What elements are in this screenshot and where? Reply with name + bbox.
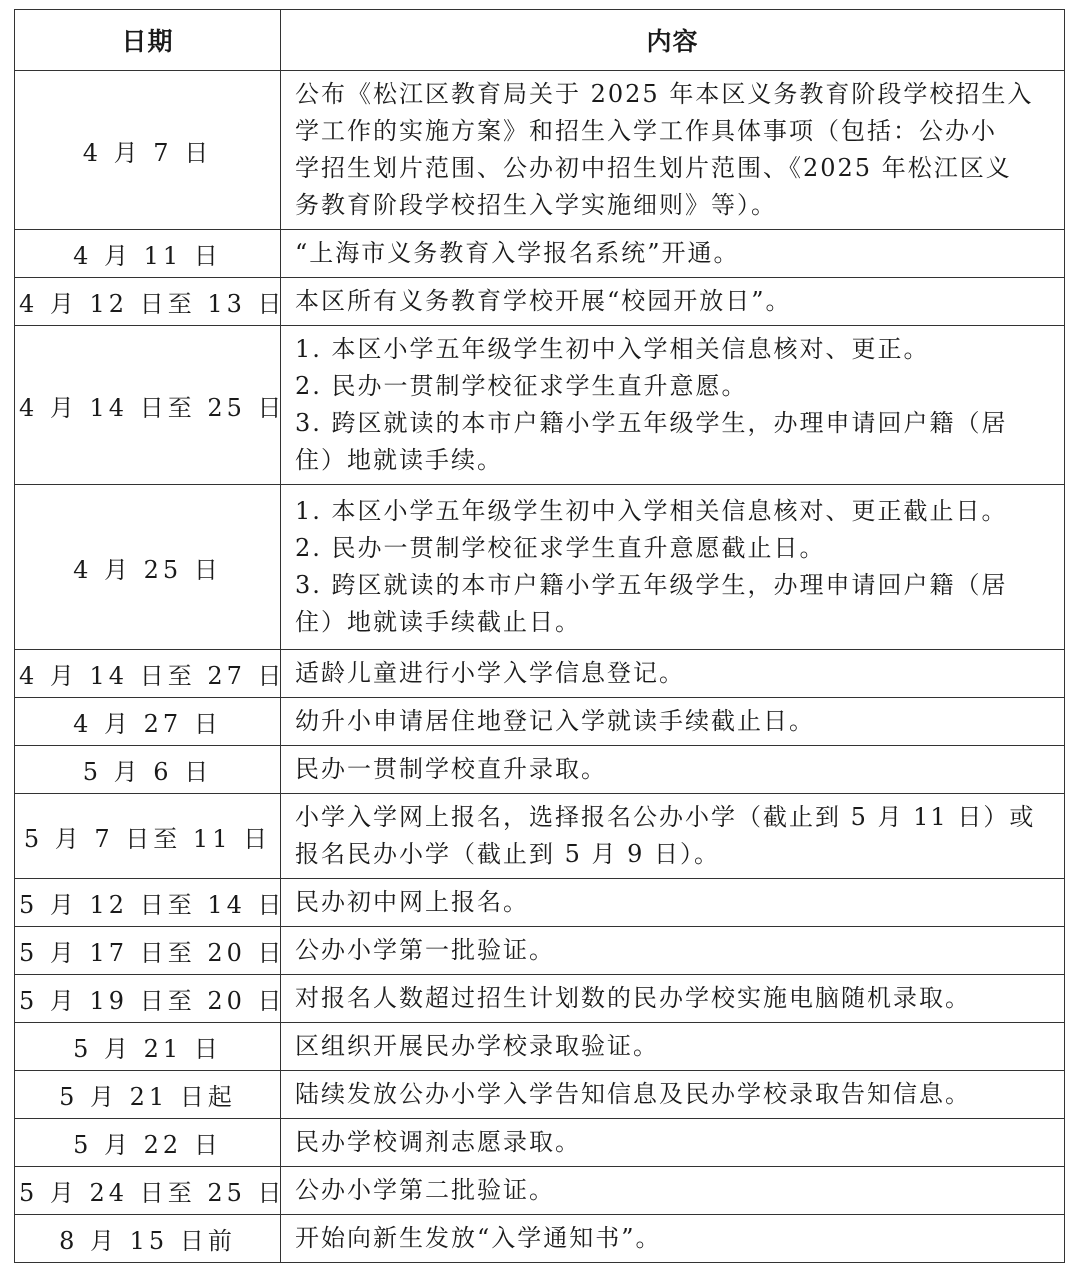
row-content	[281, 698, 1065, 746]
row-date: 4 月 11 日	[15, 230, 281, 278]
content-line: 1. 本区小学五年级学生初中入学相关信息核对、更正。	[295, 335, 930, 363]
content-line: 学工作的实施方案》和招生入学工作具体事项（包括：公办小	[295, 117, 997, 145]
row-date: 5 月 21 日	[15, 1023, 281, 1071]
row-date: 5 月 12 日至 14 日	[15, 879, 281, 927]
content-line: 公布《松江区教育局关于 2025 年本区义务教育阶段学校招生入	[295, 80, 1034, 108]
content-line: 民办学校调剂志愿录取。	[295, 1128, 581, 1156]
row-content	[281, 1119, 1065, 1167]
table-row	[15, 485, 1065, 650]
row-date: 5 月 19 日至 20 日	[15, 975, 281, 1023]
table-row	[15, 230, 1065, 278]
row-content	[281, 746, 1065, 794]
row-content	[281, 879, 1065, 927]
schedule-table	[14, 9, 1065, 1263]
table-row	[15, 1215, 1065, 1263]
content-line: 住）地就读手续。	[295, 446, 503, 474]
row-content	[281, 326, 1065, 485]
table-row	[15, 794, 1065, 879]
table-row	[15, 1071, 1065, 1119]
table-row	[15, 746, 1065, 794]
row-content	[281, 1071, 1065, 1119]
row-content	[281, 927, 1065, 975]
row-content	[281, 1167, 1065, 1215]
row-content	[281, 71, 1065, 230]
content-line: 报名民办小学（截止到 5 月 9 日）。	[295, 840, 721, 868]
table-row	[15, 975, 1065, 1023]
table-row	[15, 1023, 1065, 1071]
row-content	[281, 278, 1065, 326]
content-line: 适龄儿童进行小学入学信息登记。	[295, 659, 685, 687]
content-line: 幼升小申请居住地登记入学就读手续截止日。	[295, 707, 815, 735]
table-row	[15, 71, 1065, 230]
row-date: 4 月 12 日至 13 日	[15, 278, 281, 326]
content-line: 民办一贯制学校直升录取。	[295, 755, 607, 783]
row-date: 5 月 21 日起	[15, 1071, 281, 1119]
row-content	[281, 1215, 1065, 1263]
content-line: 对报名人数超过招生计划数的民办学校实施电脑随机录取。	[295, 984, 971, 1012]
table-row	[15, 1119, 1065, 1167]
content-line: 1. 本区小学五年级学生初中入学相关信息核对、更正截止日。	[295, 497, 1008, 525]
schedule-body	[15, 71, 1065, 1263]
content-line: 3. 跨区就读的本市户籍小学五年级学生，办理申请回户籍（居	[295, 571, 1008, 599]
content-line: 学招生划片范围、公办初中招生划片范围、《2025 年松江区义	[295, 154, 1012, 182]
row-date: 4 月 25 日	[15, 485, 281, 650]
row-content	[281, 650, 1065, 698]
table-row	[15, 927, 1065, 975]
row-content	[281, 485, 1065, 650]
table-header-row	[15, 10, 1065, 71]
row-date: 4 月 27 日	[15, 698, 281, 746]
table-row	[15, 326, 1065, 485]
row-date: 5 月 6 日	[15, 746, 281, 794]
table-row	[15, 1167, 1065, 1215]
row-date: 4 月 14 日至 27 日	[15, 650, 281, 698]
row-content	[281, 1023, 1065, 1071]
content-line: 陆续发放公办小学入学告知信息及民办学校录取告知信息。	[295, 1080, 971, 1108]
row-date: 4 月 7 日	[15, 71, 281, 230]
content-line: 3. 跨区就读的本市户籍小学五年级学生，办理申请回户籍（居	[295, 409, 1008, 437]
schedule-sheet	[14, 9, 1064, 1263]
row-content	[281, 794, 1065, 879]
content-line: 务教育阶段学校招生入学实施细则》等）。	[295, 191, 777, 219]
row-date: 5 月 17 日至 20 日	[15, 927, 281, 975]
content-line: “上海市义务教育入学报名系统”开通。	[295, 239, 740, 267]
row-date: 5 月 22 日	[15, 1119, 281, 1167]
row-content	[281, 230, 1065, 278]
table-row	[15, 278, 1065, 326]
table-row	[15, 650, 1065, 698]
content-line: 小学入学网上报名，选择报名公办小学（截止到 5 月 11 日）或	[295, 803, 1036, 831]
content-line: 住）地就读手续截止日。	[295, 608, 581, 636]
column-header-content: 内容	[281, 10, 1065, 71]
row-date: 5 月 24 日至 25 日	[15, 1167, 281, 1215]
row-date: 5 月 7 日至 11 日	[15, 794, 281, 879]
content-line: 民办初中网上报名。	[295, 888, 529, 916]
content-line: 开始向新生发放“入学通知书”。	[295, 1224, 662, 1252]
row-date: 4 月 14 日至 25 日	[15, 326, 281, 485]
content-line: 区组织开展民办学校录取验证。	[295, 1032, 659, 1060]
row-date: 8 月 15 日前	[15, 1215, 281, 1263]
content-line: 2. 民办一贯制学校征求学生直升意愿。	[295, 372, 748, 400]
table-row	[15, 879, 1065, 927]
content-line: 本区所有义务教育学校开展“校园开放日”。	[295, 287, 792, 315]
content-line: 2. 民办一贯制学校征求学生直升意愿截止日。	[295, 534, 826, 562]
column-header-date: 日期	[15, 10, 281, 71]
content-line: 公办小学第二批验证。	[295, 1176, 555, 1204]
row-content	[281, 975, 1065, 1023]
table-row	[15, 698, 1065, 746]
content-line: 公办小学第一批验证。	[295, 936, 555, 964]
